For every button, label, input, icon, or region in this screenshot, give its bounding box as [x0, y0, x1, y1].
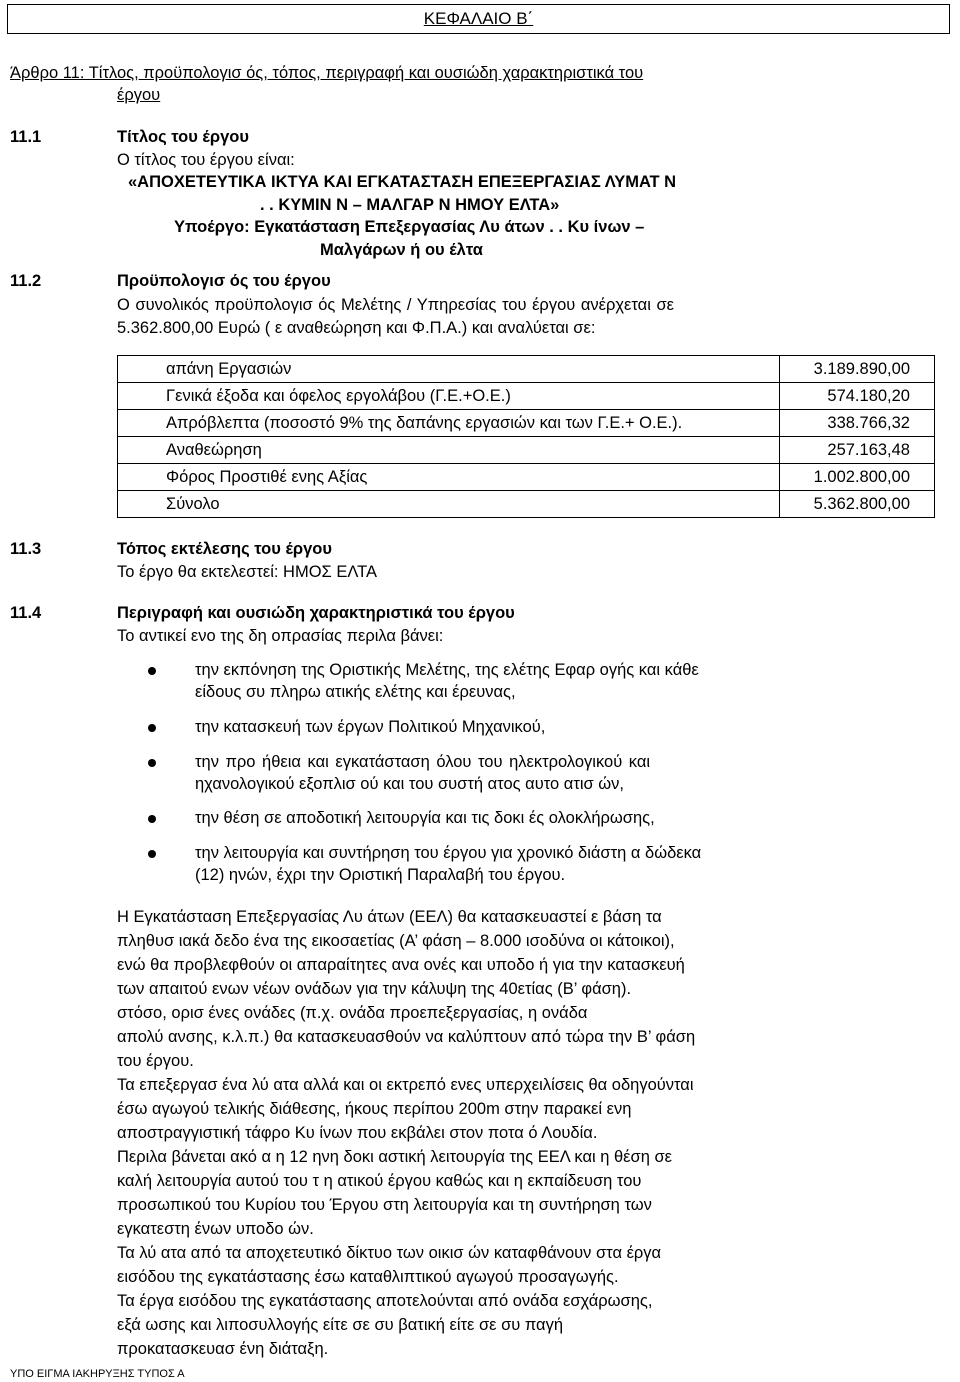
paragraph-line: προσωπικού του Κυρίου του Έργου στη λειτουργία και τη συντήρηση των: [117, 1196, 652, 1214]
bullet-item-2-line1: την κατασκευή των έργων Πολιτικού Μηχανικού,: [195, 718, 546, 736]
paragraph-line: του έργου.: [117, 1052, 194, 1070]
bullet-dot-icon: [148, 815, 156, 823]
article-heading-line2: έργου: [117, 86, 161, 104]
budget-text-line2: 5.362.800,00 Ευρώ ( ε αναθεώρηση και Φ.Π.Α.) και αναλύεται σε:: [117, 319, 596, 337]
section-11-2-number: 11.2: [10, 272, 42, 290]
table-cell-amount: 3.189.890,00: [780, 356, 935, 383]
paragraph-line: Τα έργα εισόδου της εγκατάστασης αποτελούνται από ονάδα εσχάρωσης,: [117, 1292, 653, 1310]
section-11-3-number: 11.3: [10, 540, 42, 558]
section-11-3-heading: Τόπος εκτέλεσης του έργου: [117, 540, 332, 558]
section-11-1-heading: Τίτλος του έργου: [117, 128, 249, 146]
paragraph-line: Περιλα βάνεται ακό α η 12 ηνη δοκι αστική λειτουργία της ΕΕΛ και η θέση σε: [117, 1148, 673, 1166]
paragraph-line: ενώ θα προβλεφθούν οι απαραίτητες ανα ονές και υποδο ή για την κατασκευή: [117, 956, 685, 974]
paragraph-line: απολύ ανσης, κ.λ.π.) θα κατασκευασθούν να καλύπτουν από τώρα την Β’ φάση: [117, 1028, 696, 1046]
table-row: [118, 410, 935, 437]
bullet-item-3-line1: την προ ήθεια και εγκατάσταση όλου του ηλεκτρολογικού και: [195, 753, 651, 771]
paragraph-line: Η Εγκατάσταση Επεξεργασίας Λυ άτων (ΕΕΛ) θα κατασκευαστεί ε βάση τα: [117, 908, 662, 926]
paragraph-line: προκατασκευασ ένη διάταξη.: [117, 1340, 329, 1358]
bullet-dot-icon: [148, 850, 156, 858]
paragraph-line: έσω αγωγού τελικής διάθεσης, ήκους περίπου 200m στην παρακεί ενη: [117, 1100, 632, 1118]
section-11-4-heading: Περιγραφή και ουσιώδη χαρακτηριστικά του έργου: [117, 604, 515, 622]
project-title-line3: Υποέργο: Εγκατάσταση Επεξεργασίας Λυ άτων . . Κυ ίνων –: [174, 218, 645, 236]
chapter-title: ΚΕΦΑΛΑΙΟ Β΄: [423, 9, 534, 28]
project-title-line4: Μαλγάρων ή ου έλτα: [320, 241, 483, 259]
paragraph-line: Τα λύ ατα από τα αποχετευτικό δίκτυο των οικισ ών καταφθάνουν στα έργα: [117, 1244, 662, 1262]
chapter-header-box: [7, 4, 950, 34]
section-11-1-number: 11.1: [10, 128, 42, 146]
paragraph-line: εισόδου της εγκατάστασης έσω καταθλιπτικού αγωγού προσαγωγής.: [117, 1268, 619, 1286]
paragraph-line: στόσο, ορισ ένες ονάδες (π.χ. ονάδα προεπεξεργασίας, η ονάδα: [117, 1004, 588, 1022]
table-cell-label: Γενικά έξοδα και όφελος εργολάβου (Γ.Ε.+Ο.Ε.): [118, 383, 780, 410]
table-cell-amount: 338.766,32: [780, 410, 935, 437]
table-cell-label: Απρόβλεπτα (ποσοστό 9% της δαπάνης εργασιών και των Γ.Ε.+ Ο.Ε.).: [118, 410, 780, 437]
bullet-item-4-line1: την θέση σε αποδοτική λειτουργία και τις δοκι ές ολοκλήρωσης,: [195, 809, 655, 827]
section-11-4-number: 11.4: [10, 604, 42, 622]
table-row: [118, 464, 935, 491]
table-row: [118, 356, 935, 383]
table-cell-amount: 1.002.800,00: [780, 464, 935, 491]
bullet-dot-icon: [148, 667, 156, 675]
table-cell-label: Σύνολο: [118, 491, 780, 518]
project-title-line1: «ΑΠΟΧΕΤΕΥΤΙΚΑ ΙΚΤΥΑ ΚΑΙ ΕΓΚΑΤΑΣΤΑΣΗ ΕΠΕΞΕΡΓΑΣΙΑΣ ΛΥΜΑΤ Ν: [128, 173, 677, 191]
table-row: [118, 491, 935, 518]
table-row: [118, 383, 935, 410]
table-cell-label: Φόρος Προστιθέ ενης Αξίας: [118, 464, 780, 491]
table-cell-amount: 5.362.800,00: [780, 491, 935, 518]
scope-intro: Το αντικεί ενο της δη οπρασίας περιλα βάνει:: [117, 627, 444, 645]
paragraph-line: εγκατεστη ένων υποδο ών.: [117, 1220, 314, 1238]
bullet-dot-icon: [148, 759, 156, 767]
location-text: Το έργο θα εκτελεστεί: ΗΜΟΣ ΕΛΤΑ: [117, 563, 377, 581]
paragraph-line: των απαιτού ενων νέων ονάδων για την κάλυψη της 40ετίας (Β’ φάση).: [117, 980, 632, 998]
bullet-item-3-line2: ηχανολογικού εξοπλισ ού και του συστή ατος αυτο ατισ ών,: [195, 775, 624, 793]
paragraph-line: καλή λειτουργία αυτού του τ η ατικού έργου καθώς και η εκπαίδευση του: [117, 1172, 642, 1190]
paragraph-line: αποστραγγιστική τάφρο Κυ ίνων που εκβάλει στον ποτα ό Λουδία.: [117, 1124, 598, 1142]
table-cell-amount: 257.163,48: [780, 437, 935, 464]
section-11-1-intro: Ο τίτλος του έργου είναι:: [117, 151, 295, 169]
bullet-item-1-line1: την εκπόνηση της Οριστικής Μελέτης, της ελέτης Εφαρ ογής και κάθε: [195, 661, 699, 679]
budget-table: [117, 355, 935, 518]
paragraph-line: πληθυσ ιακά δεδο ένα της εικοσαετίας (Α’ φάση – 8.000 ισοδύνα οι κάτοικοι),: [117, 932, 675, 950]
paragraph-line: Τα επεξεργασ ένα λύ ατα αλλά και οι εκτρεπό ενες υπερχειλίσεις θα οδηγούνται: [117, 1076, 694, 1094]
paragraph-line: εξά ωσης και λιποσυλλογής είτε σε συ βατική είτε σε συ παγή: [117, 1316, 564, 1334]
bullet-dot-icon: [148, 724, 156, 732]
article-heading-line1: Άρθρο 11: Τίτλος, προϋπολογισ ός, τόπος, περιγραφή και ουσιώδη χαρακτηριστικά του: [10, 64, 644, 82]
bullet-item-1-line2: είδους συ πληρω ατικής ελέτης και έρευνας,: [195, 683, 516, 701]
project-title-line2: . . ΚΥΜΙΝ Ν – ΜΑΛΓΑΡ Ν ΗΜΟΥ ΕΛΤΑ»: [260, 196, 560, 214]
section-11-2-heading: Προϋπολογισ ός του έργου: [117, 272, 331, 290]
budget-text-line1: Ο συνολικός προϋπολογισ ός Μελέτης / Υπηρεσίας του έργου ανέρχεται σε: [117, 296, 675, 314]
table-cell-label: απάνη Εργασιών: [118, 356, 780, 383]
table-cell-amount: 574.180,20: [780, 383, 935, 410]
table-row: [118, 437, 935, 464]
bullet-item-5-line2: (12) ηνών, έχρι την Οριστική Παραλαβή του έργου.: [195, 866, 566, 884]
table-cell-label: Αναθεώρηση: [118, 437, 780, 464]
bullet-item-5-line1: την λειτουργία και συντήρηση του έργου για χρονικό διάστη α δώδεκα: [195, 844, 702, 862]
page-footer: ΥΠΟ ΕΙΓΜΑ ΙΑΚΗΡΥΞΗΣ ΤΥΠΟΣ Α: [10, 1368, 185, 1380]
